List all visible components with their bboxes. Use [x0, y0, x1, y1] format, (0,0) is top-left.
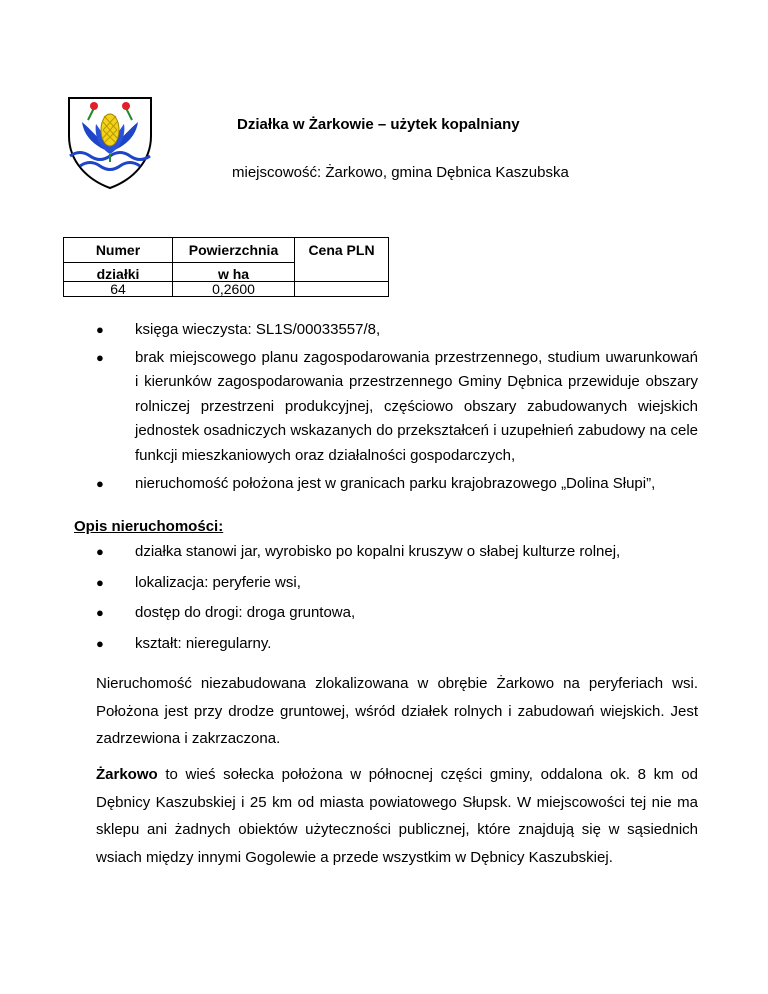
coat-of-arms-icon	[66, 96, 154, 190]
list-item: ● brak miejscowego planu zagospodarowania przestrzennego, studium uwarunkowań i kierunków zagospodarowania przestrzennego Gminy Dębnica przewiduje obszary rolniczej przestrzeni produkcyjnej, częściowo obszary zabudowanych wiejskich jednostek osadniczych wskazanych do przekształceń i uzupełnień zabudowy na cele funkcji mieszkaniowych oraz działalności gospodarczych,	[96, 346, 698, 469]
list-item: ● nieruchomość położona jest w granicach parku krajobrazowego „Dolina Słupi”,	[96, 472, 698, 497]
paragraph-property: Nieruchomość niezabudowana zlokalizowana w obrębie Żarkowo na peryferiach wsi. Położona jest przy drodze gruntowej, wśród działek rolnych i zabudowań wiejskich. Jest zadrzewiona i zakrzaczona.	[96, 675, 698, 747]
section-heading: Opis nieruchomości:	[74, 518, 224, 535]
list-item: ● kształt: nieregularny.	[96, 632, 698, 657]
list-item: ● lokalizacja: peryferie wsi,	[96, 571, 698, 596]
list-item: ● dostęp do drogi: droga gruntowa,	[96, 601, 698, 626]
bullet-icon: ●	[96, 574, 104, 590]
plot-table	[63, 237, 389, 297]
cell-price	[295, 282, 389, 297]
document-title: Działka w Żarkowie – użytek kopalniany	[237, 116, 520, 133]
header-price: Cena PLN	[295, 238, 389, 282]
header-number-line2: działki	[64, 263, 173, 282]
cell-number: 64	[64, 282, 173, 297]
location-line: miejscowość: Żarkowo, gmina Dębnica Kaszubska	[232, 164, 569, 181]
header-area-line2: w ha	[173, 263, 295, 282]
paragraph-village: Żarkowo to wieś sołecka położona w północnej części gminy, oddalona ok. 8 km od Dębnicy Kaszubskiej i 25 km od miasta powiatowego Słupsk. W miejscowości tej nie ma sklepu ani żadnych obiektów użyteczności publicznej, które znajdują się w sąsiednich wsiach między innymi Gogolewie a przede wszystkim w Dębnicy Kaszubskiej.	[96, 766, 698, 866]
cell-area: 0,2600	[173, 282, 295, 297]
list-item: ● działka stanowi jar, wyrobisko po kopalni kruszyw o słabej kulturze rolnej,	[96, 540, 698, 565]
bullet-icon: ●	[96, 635, 104, 651]
header-number: Numer	[64, 238, 173, 263]
bullet-icon: ●	[96, 349, 104, 365]
village-name: Żarkowo	[96, 766, 158, 783]
table-row	[64, 282, 389, 297]
description-bullet-list	[96, 540, 698, 662]
bullet-icon: ●	[96, 475, 104, 491]
bullet-icon: ●	[96, 322, 104, 337]
header-area: Powierzchnia	[173, 238, 295, 263]
bullet-icon: ●	[96, 605, 104, 621]
bullet-icon: ●	[96, 544, 104, 559]
general-bullet-list	[96, 318, 698, 499]
list-item: ● księga wieczysta: SL1S/00033557/8,	[96, 318, 698, 343]
